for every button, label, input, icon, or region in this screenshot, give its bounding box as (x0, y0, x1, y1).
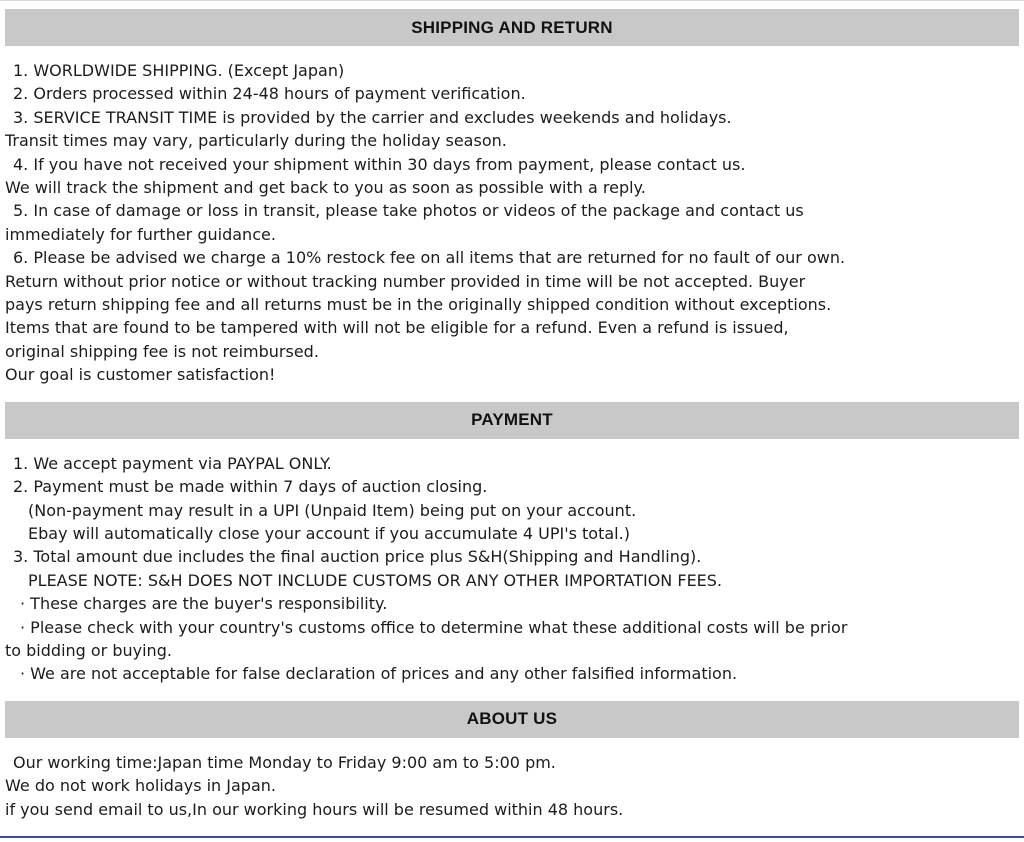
content-section (0, 701, 1024, 821)
text-line: original shipping fee is not reimbursed. (5, 341, 319, 361)
text-line: Our working time:Japan time Monday to Friday 9:00 am to 5:00 pm. (13, 752, 556, 772)
text-line: Items that are found to be tampered with will not be eligible for a refund. Even a refund is issued, (5, 318, 789, 338)
text-line: Transit times may vary, particularly during the holiday season. (5, 131, 507, 151)
content-section (0, 9, 1024, 387)
section-body (0, 751, 1024, 821)
text-line: Return without prior notice or without tracking number provided in time will be not accepted. Buyer (5, 271, 806, 291)
section-header-bar (5, 701, 1019, 738)
text-line: Ebay will automatically close your account if you accumulate 4 UPI's total.) (28, 523, 630, 543)
text-line: pays return shipping fee and all returns must be in the originally shipped condition without exceptions. (5, 295, 832, 315)
text-line: (Non-payment may result in a UPI (Unpaid Item) being put on your account. (28, 500, 637, 520)
section-body (0, 452, 1024, 686)
text-line: Our goal is customer satisfaction! (5, 365, 276, 385)
text-line: · Please check with your country's customs office to determine what these additional costs will be prior (20, 617, 848, 637)
text-line: We will track the shipment and get back to you as soon as possible with a reply. (5, 178, 646, 198)
text-line: to bidding or buying. (5, 640, 172, 660)
text-line: 5. In case of damage or loss in transit, please take photos or videos of the package and contact us (13, 201, 804, 221)
text-line: We do not work holidays in Japan. (5, 776, 276, 796)
text-line: · We are not acceptable for false declaration of prices and any other falsified information. (20, 664, 738, 684)
text-line: immediately for further guidance. (5, 224, 276, 244)
text-line: if you send email to us,In our working hours will be resumed within 48 hours. (5, 799, 624, 819)
section-header-bar (5, 9, 1019, 46)
text-line: 3. SERVICE TRANSIT TIME is provided by the carrier and excludes weekends and holidays. (13, 107, 732, 127)
section-title: SHIPPING AND RETURN (411, 17, 613, 37)
section-header-bar (5, 402, 1019, 439)
section-title: ABOUT US (466, 709, 558, 729)
content-section (0, 402, 1024, 686)
text-line: 1. WORLDWIDE SHIPPING. (Except Japan) (13, 61, 345, 80)
text-line: · These charges are the buyer's responsibility. (20, 594, 388, 614)
text-line: 2. Payment must be made within 7 days of auction closing. (13, 477, 488, 497)
text-line: 4. If you have not received your shipment within 30 days from payment, please contact us. (13, 154, 746, 174)
text-line: 2. Orders processed within 24-48 hours of payment verification. (13, 84, 526, 104)
text-line: PLEASE NOTE: S&H DOES NOT INCLUDE CUSTOMS OR ANY OTHER IMPORTATION FEES. (28, 570, 723, 590)
section-title: PAYMENT (471, 410, 553, 430)
sections-container (0, 9, 1024, 821)
text-line: 6. Please be advised we charge a 10% restock fee on all items that are returned for no fault of our own. (13, 248, 846, 268)
text-line: 1. We accept payment via PAYPAL ONLY. (13, 453, 332, 473)
bottom-divider (0, 836, 1024, 838)
section-body (0, 59, 1024, 387)
text-line: 3. Total amount due includes the final auction price plus S&H(Shipping and Handling). (13, 547, 702, 567)
